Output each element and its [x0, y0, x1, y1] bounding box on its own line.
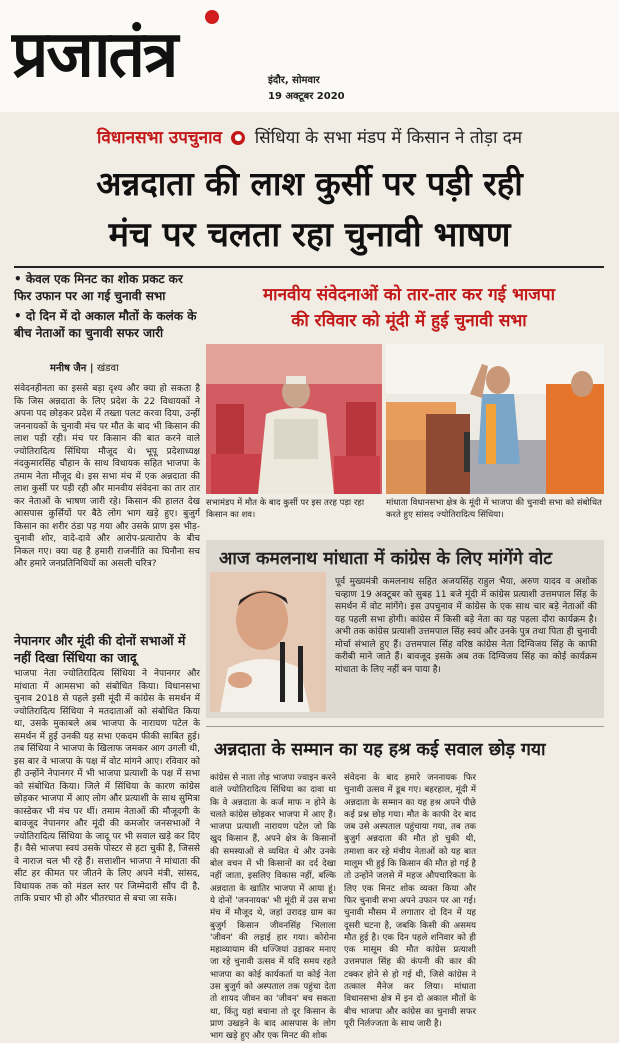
photo-kamalnath-illustration [210, 572, 326, 712]
photo-farmer-body-on-chair [206, 344, 382, 494]
photo-scindia-speech [386, 344, 604, 494]
byline-author: मनीष जैन [50, 363, 87, 374]
kicker-text: सिंधिया के सभा मंडप में किसान ने तोड़ा दम [254, 128, 523, 148]
article-paragraph: संवेदनहीनता का इससे बड़ा दृश्य और क्या हो सकता है कि जिस अन्नदाता के लिए प्रदेश के 22 विधायकों ने अपना पद छोड़कर प्रदेश में तख्ता पलट करवा दिया, उन्हीं जननायकों के चुनावी मंच पर मौत के बाद भी किसान की लाश पड़ी रही। मंच पर किसान की बात करने वाले ज्योतिरादित्य सिंधिया मौजूद थे। भूपू प्रदेशाध्यक्ष नंदकुमारसिंह चौहान के साथ विधायक सहित भाजपा के तमाम नेता मौजूद थे। इस सभा मंच में एक अन्नदाता की लाश कुर्सी पर पड़ी रही और मानवीय संवेदना का तार तार कर नेताओं के भाषण जारी रहे। किसान की हालत देख आसपास कुर्सियों पर बैठे लोग भाग खड़े हुए। बुजुर्ग किसान का शरीर ठंडा पड़ गया और उसके प्राण इस भीड़-चुनावी शोर, वादे-दावे और आरोप-प्रत्यारोप के बीच निकल गए। क्या यह है हमारी राजनीति का घिनौना सच और हमारे जनप्रतिनिधियों का असली चरित्र? [14, 384, 200, 569]
sub-headline-line-2: की रविवार को मूंदी में हुई चुनावी सभा [291, 311, 527, 331]
kicker [0, 125, 619, 148]
byline-place: खंडवा [96, 363, 119, 374]
dateline-city-day: इंदौर, सोमवार [268, 75, 320, 86]
kicker-label: विधानसभा उपचुनाव [96, 128, 222, 148]
left-column-body-2 [14, 668, 200, 906]
headline-line-2: मंच पर चलता रहा चुनावी भाषण [108, 215, 511, 255]
logo-red-dot [205, 10, 219, 24]
bottom-article-headline: अन्नदाता के सम्मान का यह हश्र कई सवाल छोड़ गया [214, 740, 546, 760]
headline-rule [14, 266, 604, 268]
article-paragraph: भाजपा नेता ज्योतिरादित्य सिंधिया ने नेपानगर और मांधाता में आमसभा को संबोधित किया। विधानसभा चुनाव 2018 से पहले इसी मूंदी में कांग्रेस के समर्थन में ज्योतिरादित्य सिंधिया ने मतदाताओं को संबोधित किया था, उसके मुकाबले अब भाजपा के नारायण पटेल के समर्थन में हुई उनकी यह सभा एकदम फीकी साबित हुई। तब सिंधिया ने भाजपा के खिलाफ जमकर आग उगली थी, इस बार वे भाजपा के पक्ष में वोट मांगने आए। रविवार को ही उन्होंने नेपानगर में भी भाजपा प्रत्याशी के पक्ष में सभा को संबोधित किया। जिले में सिंधिया के कारण कांग्रेस छोड़कर भाजपा में आए लोग और प्रत्याशी के साथ सुमित्रा कास्डेकर भी मंच पर थीं। तमाम नेताओं की मौजूदगी के बावजूद नेपानगर और मूंदी की कमजोर जनसभाओं ने ज्योतिरादित्य सिंधिया के जादू पर भी सवाल खड़े कर दिए हैं। वैसे भाजपा स्वयं उसके पोस्टर से हटा चुकी है, जिससे वे नाराज चल भी रहे हैं। सत्ताशीन भाजपा ने मांधाता की सीट हर कीमत पर जीतने के लिए अपने मंत्री, सांसद, विधायक तक को मंडल स्तर पर जिम्मेदारी सौंप दी है, ताकि प्रचार भी हो और भीतरघात से बचा जा सके। [14, 669, 200, 904]
left-column-subhead: नेपानगर और मूंदी की दोनों सभाओं में नहीं दिखा सिंधिया का जादू [14, 633, 186, 665]
newspaper-logo: प्रजातंत्र [12, 17, 177, 92]
sub-headline [214, 282, 604, 334]
photo-left-illustration [206, 344, 382, 494]
bottom-article-column-2: संवेदना के बाद हमारे जननायक फिर चुनावी उत्सव में डूब गए। बहरहाल, मूंदी में अन्नदाता के सम्मान का यह हश्र अपने पीछे कई प्रश्न छोड़ गया। मौत के काफी देर बाद जब उसे अस्पताल पहुंचाया गया, तब तक बुजुर्ग अन्नदाता की मौत हो चुकी थी, तमाशा कर रहे मंचीय नेताओं को यह बात मालूम भी हुई कि किसान की मौत हो गई है तो उन्होंने जलसे में महज औपचारिकता के लिए एक मिनट शोक व्यक्त किया और फिर चुनावी सभा अपने उफान पर आ गई। चुनावी मौसम में लगातार दो दिन में यह दूसरी घटना है, जबकि किसी की असमय मौत हुई है। एक दिन पहले शनिवार को ही एक मासूम की मौत कांग्रेस प्रत्याशी उत्तमपाल सिंह की कंपनी की कार की टक्कर होने से हो गई थी, जिसे कांग्रेस ने तत्काल मैनेज कर लिया। मांधाता विधानसभा क्षेत्र में इन दो अकाल मौतों के बीच भाजपा और कांग्रेस का चुनावी सफर पूरी निर्लज्जता के साथ जारी है। [344, 773, 476, 1029]
dateline-date: 19 अक्टूबर 2020 [268, 91, 345, 102]
kamalnath-headline: आज कमलनाथ मांधाता में कांग्रेस के लिए मांगेंगे वोट [219, 549, 553, 569]
byline: मनीष जैन | खंडवा [50, 363, 119, 374]
photo-kamalnath [210, 572, 326, 712]
left-column-body [14, 383, 200, 571]
sub-headline-line-1: मानवीय संवेदनाओं को तार-तार कर गई भाजपा [263, 285, 555, 305]
photo-left-caption: सभामंडप में मौत के बाद कुर्सी पर इस तरह पड़ा रहा किसान का शव। [206, 498, 365, 520]
photo-right-illustration [386, 344, 604, 494]
photo-right-caption: मांधाता विधानसभा क्षेत्र के मूंदी में भाजपा की चुनावी सभा को संबोधित करते हुए सांसद ज्योतिरादित्य सिंधिया। [386, 498, 602, 520]
headline-line-1: अन्नदाता की लाश कुर्सी पर पड़ी रही [96, 164, 523, 203]
kamalnath-body: पूर्व मुख्यमंत्री कमलनाथ सहित अजयसिंह राहुल भैया, अरुण यादव व अशोक चव्हाण 19 अक्टूबर को सुबह 11 बजे मूंदी में कांग्रेस प्रत्याशी उत्तमपाल सिंह के समर्थन में वोट मांगेंगे। इस उपचुनाव में कांग्रेस के एक साथ चार बड़े नेताओं की यह पहली सभा होगी। कांग्रेस में किसी बड़े नेता का यह पहला दौरा कार्यक्रम है। अभी तक कांग्रेस प्रत्याशी उत्तमपाल सिंह स्वयं और उनके पुत्र तथा पिता ही चुनावी मोर्चा संभाले हुए हैं। उत्तमपाल सिंह वरिष्ठ कांग्रेस नेता दिग्विजय सिंह के काफी करीबी माने जाते हैं। बावजूद इसके अब तक दिग्विजय सिंह का कोई कार्यक्रम मांधाता के लिए नहीं बन पाया है। [335, 577, 597, 675]
summary-bullet: • दो दिन में दो अकाल मौतों के कलंक के बीच नेताओं का चुनावी सफर जारी [14, 309, 197, 340]
bottom-article-rule [206, 726, 604, 727]
summary-bullet: • केवल एक मिनट का शोक प्रकट कर फिर उफान पर आ गई चुनावी सभा [14, 272, 183, 303]
summary-bullets [14, 271, 204, 345]
kicker-bullet-icon: ● [231, 131, 245, 145]
bottom-article-column-1: कांग्रेस से नाता तोड़ भाजपा ज्वाइन करने वाले ज्योतिरादित्य सिंधिया का दावा था कि वे अन्नदाता के कर्ज माफ न होने के चलते कांग्रेस छोड़कर भाजपा में आए हैं। भाजपा प्रत्याशी नारायण पटेल जो कि खुद किसान हैं, अपने क्षेत्र के किसानों की समस्याओं से व्यथित थे और उनके बोल वचन में भी किसानों का दर्द देखा नहीं जाता, इसलिए विकास नहीं, बल्कि अन्नदाता के खातिर भाजपा में आया हूं। ये दोनों 'जननायक' भी मूंदी में उस सभा मंच में मौजूद थे, जहां उरादड़ ग्राम का बुजुर्ग किसान जीवनसिंह भिलाला 'जीवन' की लड़ाई हार गया। कोरोना महाव्यायाम की धज्जियां उड़ाकर मनाए जा रहे चुनावी उत्सव में यदि समय रहते भाजपा का कोई कार्यकर्ता या कोई नेता उस बुजुर्ग को अस्पताल तक पहुंचा देता तो शायद जीवन का 'जीवन' बच सकता था, किंतु यहां बचाना तो दूर किसान के प्राण उखड़ने के बाद आसपास के लोग भाग खड़े हुए और एक मिनट की शोक [210, 773, 336, 1042]
